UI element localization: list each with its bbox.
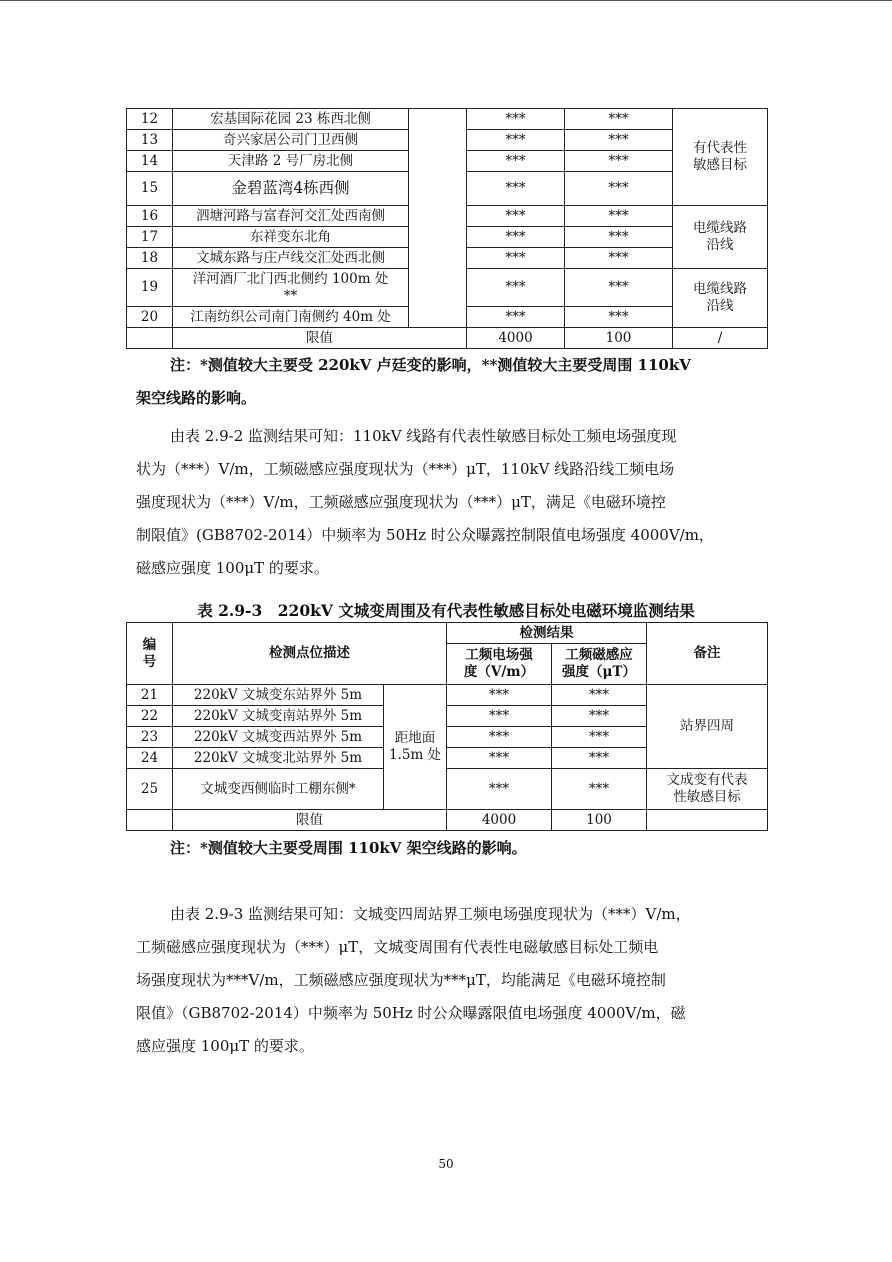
electric-field-value: *** [447, 748, 552, 769]
magnetic-field-value: *** [565, 248, 673, 269]
magnetic-field-value: *** [565, 269, 673, 307]
paragraph-line: 由表 2.9-2 监测结果可知：110kV 线路有代表性敏感目标处工频电场强度现 [170, 427, 677, 445]
row-number: 23 [127, 727, 173, 748]
monitoring-table-2-9-3 [126, 622, 768, 831]
limit-magnetic-field: 100 [552, 810, 647, 831]
magnetic-field-value: *** [565, 151, 673, 172]
limit-row [127, 328, 768, 349]
electric-field-value: *** [447, 706, 552, 727]
header-remark: 备注 [647, 623, 768, 685]
table-row [127, 685, 768, 706]
analysis-paragraph-2 [136, 898, 756, 1063]
table-row [127, 109, 768, 130]
row-number: 15 [127, 172, 173, 206]
paragraph-line: 由表 2.9-3 监测结果可知：文城变四周站界工频电场强度现状为（***）V/m， [170, 905, 691, 923]
table-row [127, 769, 768, 810]
electric-field-value: *** [467, 109, 565, 130]
row-number: 22 [127, 706, 173, 727]
paragraph-line: 工频磁感应强度现状为（***）μT，文城变周围有代表性电磁敏感目标处工频电 [136, 938, 659, 956]
limit-label: 限值 [173, 810, 447, 831]
header-magnetic-field: 工频磁感应 强度（μT） [552, 644, 647, 685]
remark-sensitive-target: 文成变有代表 性敏感目标 [647, 769, 768, 810]
electric-field-value: *** [467, 130, 565, 151]
row-number: 12 [127, 109, 173, 130]
row-number: 20 [127, 307, 173, 328]
header-location: 检测点位描述 [173, 623, 447, 685]
limit-remark: / [673, 328, 768, 349]
limit-electric-field: 4000 [467, 328, 565, 349]
row-number: 14 [127, 151, 173, 172]
table-note-line-1: 注：*测值较大主要受 220kV 卢廷变的影响，**测值较大主要受周围 110kV [170, 356, 691, 374]
location-description: 220kV 文城变东站界外 5m [173, 685, 384, 706]
electric-field-value: *** [467, 151, 565, 172]
location-description: 泗塘河路与富春河交汇处西南侧 [173, 206, 409, 227]
limit-electric-field: 4000 [447, 810, 552, 831]
electric-field-value: *** [467, 227, 565, 248]
electric-field-value: *** [467, 248, 565, 269]
limit-remark-blank [647, 810, 768, 831]
magnetic-field-value: *** [552, 727, 647, 748]
magnetic-field-value: *** [565, 172, 673, 206]
page-number: 50 [438, 1157, 454, 1171]
analysis-paragraph-1 [136, 420, 756, 585]
location-description: 220kV 文城变北站界外 5m [173, 748, 384, 769]
remark-cable-line: 电缆线路 沿线 [673, 206, 768, 269]
monitoring-table-2-9-2-continued [126, 108, 768, 349]
limit-label: 限值 [173, 328, 467, 349]
magnetic-field-value: *** [552, 748, 647, 769]
remark-boundary: 站界四周 [647, 685, 768, 769]
electric-field-value: *** [467, 172, 565, 206]
table-note-line-2: 架空线路的影响。 [136, 389, 257, 407]
paragraph-line: 强度现状为（***）V/m，工频磁感应强度现状为（***）μT，满足《电磁环境控 [136, 493, 666, 511]
limit-number-blank [127, 810, 173, 831]
row-number: 16 [127, 206, 173, 227]
location-description: 江南纺织公司南门南侧约 40m 处 [173, 307, 409, 328]
row-number: 25 [127, 769, 173, 810]
paragraph-line: 状为（***）V/m，工频磁感应强度现状为（***）μT，110kV 线路沿线工频电场 [136, 460, 675, 478]
magnetic-field-value: *** [565, 109, 673, 130]
location-description: 金碧蓝湾4栋西侧 [173, 172, 409, 206]
location-description: 文城东路与庄卢线交汇处西北侧 [173, 248, 409, 269]
location-description: 洋河酒厂北门西北侧约 100m 处 ** [173, 269, 409, 307]
magnetic-field-value: *** [552, 706, 647, 727]
row-number: 17 [127, 227, 173, 248]
electric-field-value: *** [467, 206, 565, 227]
paragraph-line: 制限值》(GB8702-2014）中频率为 50Hz 时公众曝露控制限值电场强度 4000V/m， [136, 526, 714, 544]
location-description: 220kV 文城变南站界外 5m [173, 706, 384, 727]
paragraph-line: 感应强度 100μT 的要求。 [136, 1037, 314, 1055]
row-number: 24 [127, 748, 173, 769]
location-description: 奇兴家居公司门卫西侧 [173, 130, 409, 151]
magnetic-field-value: *** [565, 206, 673, 227]
location-description: 文城变西侧临时工棚东侧* [173, 769, 384, 810]
magnetic-field-value: *** [552, 685, 647, 706]
remark-cable-line: 电缆线路 沿线 [673, 269, 768, 328]
limit-row [127, 810, 768, 831]
location-description: 宏基国际花园 23 栋西北侧 [173, 109, 409, 130]
measurement-height: 距地面 1.5m 处 [384, 685, 447, 810]
table-header-row [127, 623, 768, 644]
row-number: 13 [127, 130, 173, 151]
row-number: 18 [127, 248, 173, 269]
paragraph-line: 场强度现状为***V/m，工频磁感应强度现状为***μT，均能满足《电磁环境控制 [136, 971, 666, 989]
table-caption: 表 2.9-3 220kV 文城变周围及有代表性敏感目标处电磁环境监测结果 [197, 601, 695, 620]
limit-number-blank [127, 328, 173, 349]
location-description: 天津路 2 号厂房北侧 [173, 151, 409, 172]
electric-field-value: *** [447, 727, 552, 748]
electric-field-value: *** [447, 685, 552, 706]
header-electric-field: 工频电场强 度（V/m） [447, 644, 552, 685]
header-results: 检测结果 [447, 623, 647, 644]
paragraph-line: 磁感应强度 100μT 的要求。 [136, 559, 329, 577]
electric-field-value: *** [447, 769, 552, 810]
page-top-border [0, 0, 892, 1]
magnetic-field-value: *** [565, 307, 673, 328]
header-number: 编 号 [127, 623, 173, 685]
magnetic-field-value: *** [552, 769, 647, 810]
paragraph-line: 限值》（GB8702-2014）中频率为 50Hz 时公众曝露限值电场强度 4000V/m，磁 [136, 1004, 686, 1022]
electric-field-value: *** [467, 307, 565, 328]
height-column-blank [409, 109, 467, 328]
magnetic-field-value: *** [565, 227, 673, 248]
electric-field-value: *** [467, 269, 565, 307]
row-number: 19 [127, 269, 173, 307]
row-number: 21 [127, 685, 173, 706]
limit-magnetic-field: 100 [565, 328, 673, 349]
remark-sensitive-target: 有代表性 敏感目标 [673, 109, 768, 206]
magnetic-field-value: *** [565, 130, 673, 151]
location-description: 东祥变东北角 [173, 227, 409, 248]
location-description: 220kV 文城变西站界外 5m [173, 727, 384, 748]
table-note-2: 注：*测值较大主要受周围 110kV 架空线路的影响。 [170, 839, 527, 857]
